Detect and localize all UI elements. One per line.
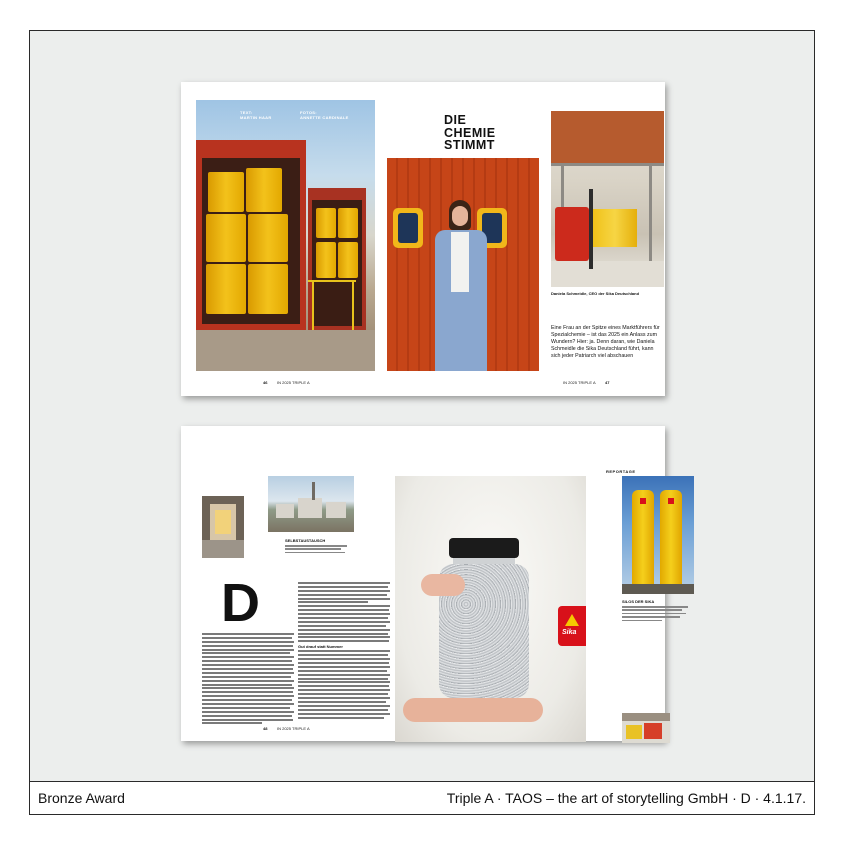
doorway-photo xyxy=(202,496,244,558)
silos-photo xyxy=(622,476,694,594)
page-number-bottom-left: 48 xyxy=(263,726,268,731)
section-label: REPORTAGE xyxy=(606,469,636,474)
column-subheading: Gut drauf statt Nummer xyxy=(298,644,343,650)
headline-line-3: STIMMT xyxy=(444,138,495,152)
headline-line-2: CHEMIE xyxy=(444,125,496,140)
award-credit: Triple A · TAOS – the art of storytelling GmbH · D · 4.1.17. xyxy=(446,790,806,806)
factory-site-photo xyxy=(268,476,354,532)
warehouse-photo xyxy=(196,100,375,371)
magazine-spread-bottom xyxy=(181,426,665,741)
ceo-portrait-photo xyxy=(387,158,539,371)
text-column-1 xyxy=(202,633,294,726)
photo-credit-label: FOTOS: xyxy=(300,110,317,115)
page-number-left: 46 xyxy=(263,380,268,385)
jar-with-granules-photo xyxy=(395,476,586,742)
text-credit-label: TEXT: xyxy=(240,110,253,115)
magazine-footer-left: IN 2025 TRIPLE A xyxy=(277,380,310,385)
site-caption xyxy=(285,538,351,555)
shipping-container-left xyxy=(196,140,306,330)
magazine-footer-bottom-left: IN 2025 TRIPLE A xyxy=(277,726,310,731)
portrait-caption: Daniela Schmeidle, CEO der Sika Deutschland xyxy=(551,291,640,296)
sika-logo-text: Sika xyxy=(562,629,577,636)
award-label: Bronze Award xyxy=(38,790,125,806)
shipping-container-right xyxy=(308,188,366,330)
silos-caption xyxy=(622,599,692,623)
award-frame xyxy=(29,30,815,815)
page-number-right: 47 xyxy=(605,380,610,385)
site-caption-title: SELBSTAUSTAUSCH xyxy=(285,538,326,543)
showcase-stage xyxy=(30,31,814,781)
magazine-spread-top xyxy=(181,82,665,396)
text-credit-name: MARTIN HAAR xyxy=(240,115,272,120)
forklift-photo xyxy=(551,111,664,287)
photo-credit-name: ANNETTE CARDINALE xyxy=(300,115,349,120)
sika-logo-badge xyxy=(558,606,586,646)
headline-line-1: DIE xyxy=(444,113,467,127)
loading-dock-photo xyxy=(622,713,670,743)
text-column-2 xyxy=(298,582,390,720)
award-footer xyxy=(30,781,814,814)
silos-caption-title: SILOS DER SIKA xyxy=(622,599,655,604)
article-headline xyxy=(444,114,496,152)
magazine-footer-right: IN 2025 TRIPLE A xyxy=(563,380,596,385)
article-intro: Eine Frau an der Spitze eines Marktführers für Spezialchemie – ist das 2025 ein Anlass zum Wundern? Hier: ja. Denn daran, wie Daniela Schmeidle die Sika Deutschland führt, kann sich jeder Patriarch viel abschauen xyxy=(551,325,660,359)
drop-cap: D xyxy=(221,573,260,633)
